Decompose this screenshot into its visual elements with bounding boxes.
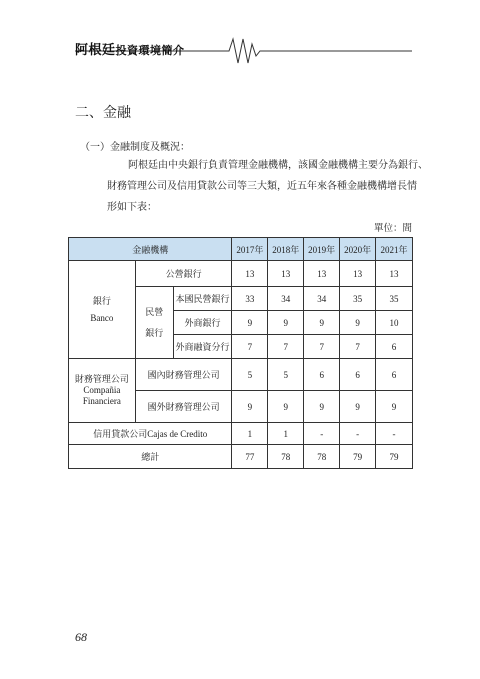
cell-value: - [304, 423, 340, 445]
header-year: 2018年 [268, 238, 304, 261]
bank-label: 銀行 [92, 295, 111, 306]
cell-value: 6 [376, 359, 413, 391]
cell-value: 9 [268, 391, 304, 423]
page-number: 68 [75, 630, 87, 644]
cell-value: - [376, 423, 413, 445]
paragraph-line-1: 阿根廷由中央銀行負責管理金融機構，該國金融機構主要分為銀行、 [128, 160, 428, 171]
total-value: 78 [268, 445, 304, 469]
bank-category-cell [69, 261, 136, 359]
cell-value: 9 [268, 311, 304, 335]
cell-value: 9 [376, 391, 413, 423]
finance-co-label: 財務管理公司 [74, 374, 129, 384]
row-label: 信用貸款公司Cajas de Credito [69, 423, 232, 445]
row-label: 公營銀行 [135, 261, 232, 287]
finance-co-es-line1: Compañia [83, 385, 121, 395]
header-rule [0, 36, 480, 66]
bank-label-es: Banco [90, 312, 114, 323]
total-value: 79 [376, 445, 413, 469]
row-label: 本國民營銀行 [173, 287, 232, 311]
header-title-main: 阿根廷 [75, 43, 116, 58]
cell-value: 9 [232, 311, 268, 335]
finance-co-category-cell [69, 359, 136, 423]
cell-value: 5 [232, 359, 268, 391]
row-label: 外商融資分行 [173, 335, 232, 359]
cell-value: 7 [340, 335, 376, 359]
header-year: 2020年 [340, 238, 376, 261]
cell-value: 9 [304, 391, 340, 423]
cell-value: 13 [376, 261, 413, 287]
row-label: 國內財務管理公司 [135, 359, 232, 391]
table-header-row [69, 238, 413, 261]
cell-value: 34 [268, 287, 304, 311]
total-row [69, 445, 413, 469]
cell-value: 7 [232, 335, 268, 359]
cell-value: 6 [304, 359, 340, 391]
total-label: 總計 [69, 445, 232, 469]
cell-value: 7 [268, 335, 304, 359]
section-title: 二、金融 [75, 105, 131, 121]
total-value: 78 [304, 445, 340, 469]
cell-value: 9 [232, 391, 268, 423]
row-label: 外商銀行 [173, 311, 232, 335]
total-value: 77 [232, 445, 268, 469]
unit-label: 單位：間 [373, 223, 412, 234]
header-year: 2021年 [376, 238, 413, 261]
cell-value: 7 [304, 335, 340, 359]
cell-value: 1 [232, 423, 268, 445]
private-bank-cell [135, 287, 173, 359]
cell-value: 33 [232, 287, 268, 311]
cell-value: 1 [268, 423, 304, 445]
paragraph-line-3: 形如下表： [107, 202, 157, 213]
table-row [69, 261, 413, 287]
paragraph-line-2: 財務管理公司及信用貸款公司等三大類，近五年來各種金融機構增長情 [107, 181, 417, 192]
cell-value: 6 [376, 335, 413, 359]
header-title-sub: 投資環境簡介 [115, 44, 185, 57]
private-bank-line2: 銀行 [145, 327, 164, 338]
header-year: 2017年 [232, 238, 268, 261]
cell-value: 13 [232, 261, 268, 287]
financial-institutions-table [68, 237, 413, 469]
cell-value: - [340, 423, 376, 445]
table-row [69, 423, 413, 445]
cell-value: 9 [340, 311, 376, 335]
header-institution: 金融機構 [69, 238, 232, 261]
private-bank-line1: 民營 [145, 306, 164, 317]
cell-value: 35 [376, 287, 413, 311]
cell-value: 9 [340, 391, 376, 423]
cell-value: 13 [340, 261, 376, 287]
table-row [69, 359, 413, 391]
running-header [75, 39, 185, 58]
total-value: 79 [340, 445, 376, 469]
subsection-title: （一）金融制度及概況： [80, 142, 190, 153]
cell-value: 13 [268, 261, 304, 287]
row-label: 國外財務管理公司 [135, 391, 232, 423]
cell-value: 9 [304, 311, 340, 335]
cell-value: 35 [340, 287, 376, 311]
cell-value: 34 [304, 287, 340, 311]
cell-value: 10 [376, 311, 413, 335]
cell-value: 5 [268, 359, 304, 391]
cell-value: 6 [340, 359, 376, 391]
finance-co-es-line2: Financiera [82, 396, 121, 406]
cell-value: 13 [304, 261, 340, 287]
header-year: 2019年 [304, 238, 340, 261]
